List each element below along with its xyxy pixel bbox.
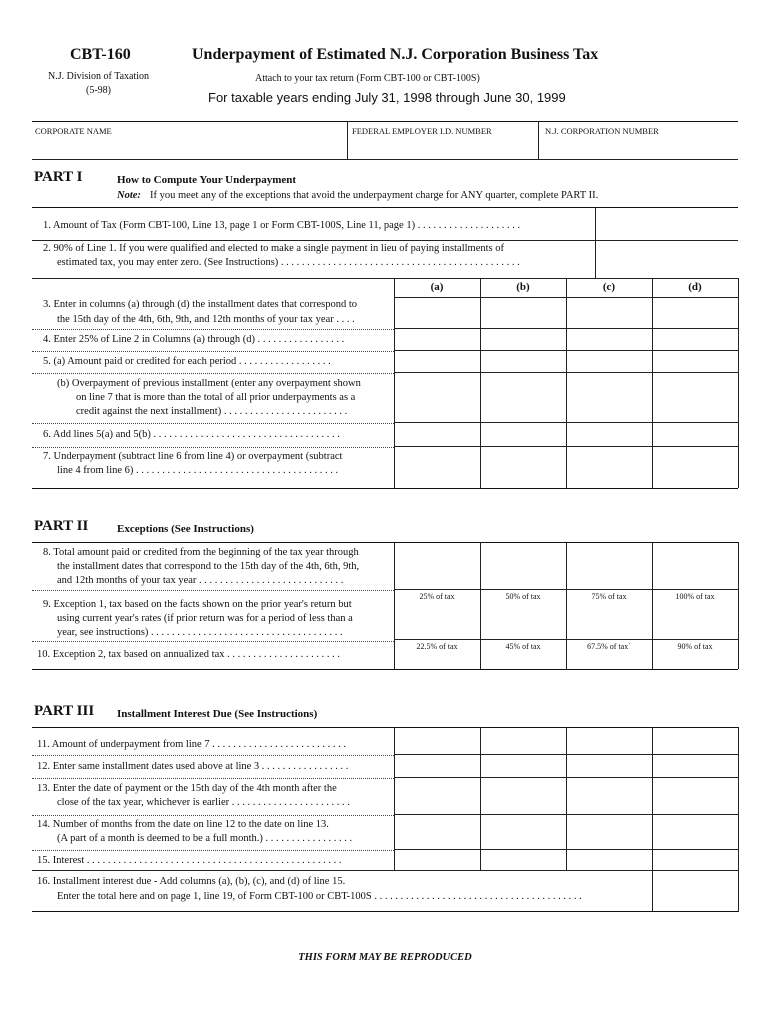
col-c-header: (c): [602, 281, 616, 293]
line14-sep: [32, 850, 394, 851]
exc2-col-a-pct: 22.5% of tax: [416, 642, 458, 651]
line7-label-a: 7. Underpayment (subtract line 6 from line 4) or overpayment (subtract: [43, 451, 343, 462]
line3-col-c[interactable]: [567, 298, 652, 328]
line7-col-b[interactable]: [481, 447, 566, 488]
line9-col-b[interactable]: [481, 603, 566, 639]
col-d-header: (d): [688, 281, 702, 293]
line16-label-a: 16. Installment interest due - Add columns (a), (b), (c), and (d) of line 15.: [37, 876, 346, 887]
line2-label-b: estimated tax, you may enter zero. (See Instructions) . . . . . . . . . . . . . . . . . . . . . . . . . . . . . . . . . . . . . . . . . . . . . .: [57, 257, 520, 268]
line10-col-c[interactable]: [567, 653, 652, 669]
line6-label: 6. Add lines 5(a) and 5(b) . . . . . . . . . . . . . . . . . . . . . . . . . . . . . . . . . . . .: [43, 429, 340, 440]
line6-col-d[interactable]: [653, 423, 738, 446]
line6-col-b[interactable]: [481, 423, 566, 446]
col-header-top-rule: [32, 278, 738, 279]
id-bottom-rule: [32, 159, 738, 160]
nj-corp-number-field[interactable]: [539, 134, 737, 158]
line12-col-c[interactable]: [567, 755, 652, 777]
line15-col-a[interactable]: [395, 850, 480, 870]
line8-col-c[interactable]: [567, 543, 652, 589]
part3-title: Installment Interest Due (See Instructions): [117, 708, 318, 720]
line8-col-b[interactable]: [481, 543, 566, 589]
line1-amount[interactable]: [596, 208, 738, 239]
line12-col-d[interactable]: [653, 755, 738, 777]
exc2-col-c-pct: 67.5% of tax`: [587, 642, 631, 651]
line14-col-a[interactable]: [395, 815, 480, 849]
part3-label: PART III: [34, 703, 95, 719]
line9-rule: [394, 639, 738, 640]
line13-label-b: close of the tax year, whichever is earlier . . . . . . . . . . . . . . . . . . . . . . .: [57, 797, 350, 808]
line15-col-d[interactable]: [653, 850, 738, 870]
line12-label: 12. Enter same installment dates used above at line 3 . . . . . . . . . . . . . . . . .: [37, 761, 349, 772]
part2-bottom-rule: [32, 669, 738, 670]
line5b-col-a[interactable]: [395, 373, 480, 422]
division-name: N.J. Division of Taxation: [48, 71, 150, 82]
line14-label-b: (A part of a month is deemed to be a full month.) . . . . . . . . . . . . . . . . .: [57, 833, 353, 844]
col-b-header: (b): [516, 281, 530, 293]
line8-label-a: 8. Total amount paid or credited from the beginning of the tax year through: [43, 547, 359, 558]
line8-label-b: the installment dates that correspond to the 15th day of the 4th, 6th, 9th,: [57, 561, 360, 572]
line11-col-c[interactable]: [567, 728, 652, 754]
line13-label-a: 13. Enter the date of payment or the 15th day of the 4th month after the: [37, 783, 337, 794]
line8-label-c: and 12th months of your tax year . . . . . . . . . . . . . . . . . . . . . . . . . . . .: [57, 575, 344, 586]
line5b-col-c[interactable]: [567, 373, 652, 422]
line9-col-c[interactable]: [567, 603, 652, 639]
line14-col-c[interactable]: [567, 815, 652, 849]
line9-label-b: using current year's rates (if prior return was for a period of less than a: [57, 613, 353, 624]
line10-col-d[interactable]: [653, 653, 738, 669]
line10-col-a[interactable]: [395, 653, 480, 669]
part1-note-label: Note:: [117, 190, 141, 201]
line4-sep: [32, 351, 394, 352]
line9-col-a[interactable]: [395, 603, 480, 639]
line10-col-b[interactable]: [481, 653, 566, 669]
fein-label: FEDERAL EMPLOYER I.D. NUMBER: [352, 126, 492, 136]
part3-bottom-rule: [32, 911, 738, 912]
part2-title: Exceptions (See Instructions): [117, 523, 254, 535]
exc1-col-a-pct: 25% of tax: [419, 592, 455, 601]
exc2-col-d-pct: 90% of tax: [677, 642, 713, 651]
line9-sep: [32, 641, 394, 642]
line5a-col-b[interactable]: [481, 351, 566, 372]
line13-sep: [32, 815, 394, 816]
line2-amount[interactable]: [596, 241, 738, 277]
line8-rule: [394, 589, 738, 590]
line3-col-b[interactable]: [481, 298, 566, 328]
nj-corp-number-label: N.J. CORPORATION NUMBER: [545, 126, 659, 136]
line4-col-c[interactable]: [567, 329, 652, 350]
line13-col-c[interactable]: [567, 778, 652, 814]
line4-label: 4. Enter 25% of Line 2 in Columns (a) through (d) . . . . . . . . . . . . . . . . .: [43, 334, 345, 345]
line15-rule: [32, 870, 738, 871]
part2-label: PART II: [34, 518, 89, 534]
line6-sep: [32, 447, 394, 448]
line3-label-b: the 15th day of the 4th, 6th, 9th, and 12th months of your tax year . . . .: [57, 314, 355, 325]
line15-col-b[interactable]: [481, 850, 566, 870]
exc2-col-b-pct: 45% of tax: [505, 642, 541, 651]
line4-col-b[interactable]: [481, 329, 566, 350]
tax-year-range: For taxable years ending July 31, 1998 through June 30, 1999: [208, 90, 566, 105]
line15-col-c[interactable]: [567, 850, 652, 870]
line5a-col-d[interactable]: [653, 351, 738, 372]
line8-sep: [32, 590, 394, 591]
line16-label-b: Enter the total here and on page 1, line 19, of Form CBT-100 or CBT-100S . . . . . . . . . . . . . . . . . . . . . . . . . . . . . . . . . . . . . . . .: [57, 891, 582, 902]
part1-label: PART I: [34, 169, 83, 185]
attach-instruction: Attach to your tax return (Form CBT-100 or CBT-100S): [255, 73, 480, 84]
p3-grid-right: [738, 727, 739, 912]
line11-col-b[interactable]: [481, 728, 566, 754]
exc1-col-b-pct: 50% of tax: [505, 592, 541, 601]
line9-label-a: 9. Exception 1, tax based on the facts shown on the prior year's return but: [43, 599, 352, 610]
line3-col-d[interactable]: [653, 298, 738, 328]
line10-label: 10. Exception 2, tax based on annualized tax . . . . . . . . . . . . . . . . . . . . . .: [37, 649, 340, 660]
line11-col-d[interactable]: [653, 728, 738, 754]
part1-note-text: If you meet any of the exceptions that avoid the underpayment charge for ANY quarter, complete PART II.: [150, 190, 599, 201]
line12-col-b[interactable]: [481, 755, 566, 777]
exc1-col-c-pct: 75% of tax: [591, 592, 627, 601]
line7-col-c[interactable]: [567, 447, 652, 488]
form-revision: (5-98): [86, 85, 111, 96]
part1-bottom-rule: [32, 488, 738, 489]
line14-col-d[interactable]: [653, 815, 738, 849]
line5b-label-a: (b) Overpayment of previous installment (enter any overpayment shown: [57, 378, 361, 389]
line12-col-a[interactable]: [395, 755, 480, 777]
line5a-col-a[interactable]: [395, 351, 480, 372]
p2-grid-right: [738, 542, 739, 669]
line9-label-c: year, see instructions) . . . . . . . . . . . . . . . . . . . . . . . . . . . . . . . . . . . . .: [57, 627, 343, 638]
line7-label-b: line 4 from line 6) . . . . . . . . . . . . . . . . . . . . . . . . . . . . . . . . . . . . . . .: [57, 465, 339, 476]
line15-label: 15. Interest . . . . . . . . . . . . . . . . . . . . . . . . . . . . . . . . . . . . . . . . . . . . . . . . .: [37, 855, 342, 866]
line1-label: 1. Amount of Tax (Form CBT-100, Line 13, page 1 or Form CBT-100S, Line 11, page 1) . . . . . . . . . . . . . . . . . . . .: [43, 220, 521, 231]
line13-col-d[interactable]: [653, 778, 738, 814]
line13-col-a[interactable]: [395, 778, 480, 814]
part1-title: How to Compute Your Underpayment: [117, 174, 297, 186]
line9-col-d[interactable]: [653, 603, 738, 639]
line11-col-a[interactable]: [395, 728, 480, 754]
line5a-label: 5. (a) Amount paid or credited for each period . . . . . . . . . . . . . . . . . .: [43, 356, 331, 367]
line6-col-c[interactable]: [567, 423, 652, 446]
line14-col-b[interactable]: [481, 815, 566, 849]
line2-label-a: 2. 90% of Line 1. If you were qualified and elected to make a single payment in lieu of paying installments of: [43, 243, 504, 254]
fein-field[interactable]: [348, 134, 537, 158]
line7-col-a[interactable]: [395, 447, 480, 488]
id-top-rule: [32, 121, 738, 122]
line5b-col-d[interactable]: [653, 373, 738, 422]
line3-sep: [32, 329, 394, 330]
line16-total[interactable]: [653, 871, 738, 911]
line5b-label-b: on line 7 that is more than the total of all prior underpayments as a: [76, 392, 356, 403]
line5b-sep: [32, 423, 394, 424]
line6-col-a[interactable]: [395, 423, 480, 446]
corporate-name-field[interactable]: [33, 134, 346, 158]
line3-label-a: 3. Enter in columns (a) through (d) the installment dates that correspond to: [43, 299, 358, 310]
line7-col-d[interactable]: [653, 447, 738, 488]
col-a-header: (a): [430, 281, 444, 293]
line14-label-a: 14. Number of months from the date on line 12 to the date on line 13.: [37, 819, 329, 830]
form-id: CBT-160: [70, 46, 131, 63]
line5a-sep: [32, 373, 394, 374]
line8-col-a[interactable]: [395, 543, 480, 589]
exc1-col-d-pct: 100% of tax: [675, 592, 715, 601]
line11-label: 11. Amount of underpayment from line 7 . . . . . . . . . . . . . . . . . . . . . . . . . .: [37, 739, 347, 750]
line11-sep: [32, 755, 394, 756]
reproduce-notice: THIS FORM MAY BE REPRODUCED: [298, 952, 472, 963]
corporate-name-label: CORPORATE NAME: [35, 126, 112, 136]
line3-col-a[interactable]: [395, 298, 480, 328]
line4-col-a[interactable]: [395, 329, 480, 350]
line8-col-d[interactable]: [653, 543, 738, 589]
line5b-col-b[interactable]: [481, 373, 566, 422]
line12-sep: [32, 778, 394, 779]
line5b-label-c: credit against the next installment) . . . . . . . . . . . . . . . . . . . . . . . .: [76, 406, 348, 417]
col-grid-right: [738, 278, 739, 488]
line13-col-b[interactable]: [481, 778, 566, 814]
line4-col-d[interactable]: [653, 329, 738, 350]
line5a-col-c[interactable]: [567, 351, 652, 372]
form-title: Underpayment of Estimated N.J. Corporation Business Tax: [192, 46, 599, 63]
